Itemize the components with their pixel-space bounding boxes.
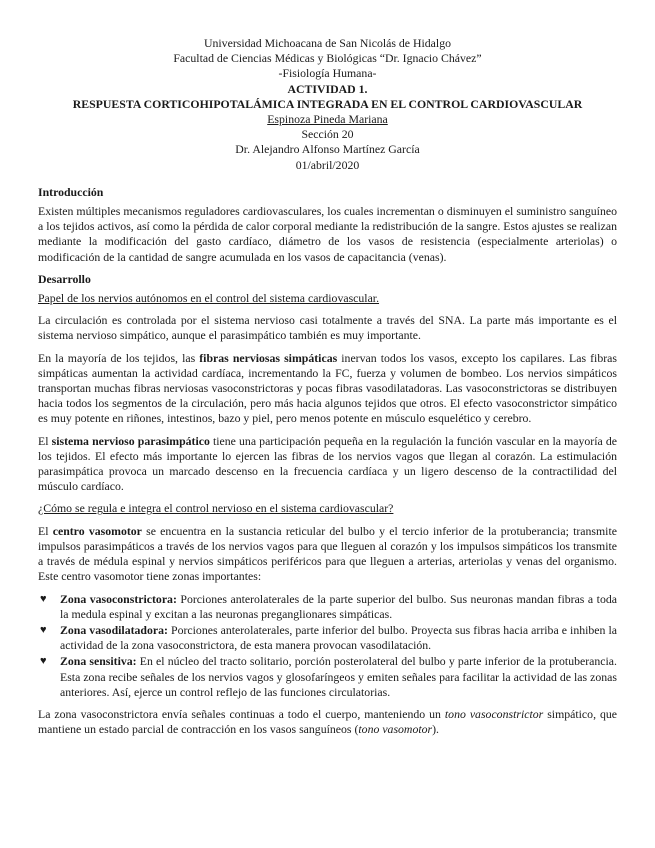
list-item-sensory-zone xyxy=(40,654,617,700)
activity-label: ACTIVIDAD 1. xyxy=(287,81,368,96)
text-segment: ). xyxy=(432,722,440,737)
paragraph-vasomotor-tone xyxy=(38,707,617,737)
paragraph-sna: La circulación es controlada por el sistema nervioso casi totalmente a través del SNA. La parte más importante es el sistema nervioso simpático, aunque el parasimpático también es muy importante. xyxy=(38,313,617,343)
zone-name: Zona sensitiva: xyxy=(60,654,137,669)
author-name: Espinoza Pineda Mariana xyxy=(267,112,388,127)
zone-description: En el núcleo del tracto solitario, porción posterolateral del bulbo y parte inferior de la protuberancia. Esta zona recibe señales de los nervios vagos y glosofaríngeos y emiten señales para facilitar la actividad de las zonas anteriores. Así, ejerce un control reflejo de las funciones circulatorias. xyxy=(60,654,617,699)
zone-description: Porciones anterolaterales, parte inferior del bulbo. Proyecta sus fibras hacia arriba e inhiben la actividad de la zona vasoconstrictora, de esta manera provocan vasodilatación. xyxy=(60,622,618,653)
bold-term-parasympathetic: sistema nervioso parasimpático xyxy=(51,433,210,448)
subheading-autonomic-nerves: Papel de los nervios autónomos en el control del sistema cardiovascular. xyxy=(38,291,380,306)
bold-term-vasomotor: centro vasomotor xyxy=(52,523,142,538)
zone-description: Porciones anterolaterales de la parte superior del bulbo. Sus neuronas mandan fibras a toda la medula espinal y excitan a las neuronas preganglionares simpáticas. xyxy=(60,591,617,621)
text-segment: se encuentra en la sustancia reticular del bulbo y el tercio inferior de la protuberancia; transmite impulsos parasimpáticos a través de los nervios vagos para que lleguen al corazón y los impulsos simpáticos los transmite a través de médula espinal y nervios simpáticos periféricos para que lleguen a arterias, arteriolas y venas del organismo. Este centro vasomotor tiene zonas importantes: xyxy=(38,523,617,584)
italic-term-vasoconstrictor-tone: tono vasoconstrictor xyxy=(444,706,544,721)
section-label: Sección 20 xyxy=(301,127,354,142)
document-title: RESPUESTA CORTICOHIPOTALÁMICA INTEGRADA EN EL CONTROL CARDIOVASCULAR xyxy=(72,96,583,111)
text-segment: tiene una participación pequeña en la regulación la función vascular en la mayoría de los tejidos. El efecto más importante lo ejercen las fibras de los nervios vagos que llegan al corazón. La estimulación parasimpática provoca un marcado descenso en la frecuencia cardíaca y un ligero descenso de la contractilidad del músculo cardíaco. xyxy=(38,433,617,494)
text-segment: El xyxy=(38,523,53,538)
heart-bullet-icon: ♥ xyxy=(40,655,47,668)
text-segment: simpático, que mantiene un estado parcial de contracción en los vasos sanguíneos ( xyxy=(38,706,618,737)
paragraph-vasomotor-center xyxy=(38,524,617,585)
heart-bullet-icon: ♥ xyxy=(40,592,47,605)
paragraph-sympathetic xyxy=(38,351,617,427)
text-segment: La zona vasoconstrictora envía señales continuas a todo el cuerpo, manteniendo un xyxy=(38,706,445,721)
zone-name: Zona vasoconstrictora: xyxy=(60,591,177,606)
intro-heading: Introducción xyxy=(38,184,104,199)
paragraph-parasympathetic xyxy=(38,434,617,495)
university-name: Universidad Michoacana de San Nicolás de Hidalgo xyxy=(203,36,451,50)
bold-term-sympathetic: fibras nerviosas simpáticas xyxy=(199,350,338,365)
teacher-name: Dr. Alejandro Alfonso Martínez García xyxy=(235,142,420,157)
subject-name: -Fisiología Humana- xyxy=(278,66,377,81)
heart-bullet-icon: ♥ xyxy=(40,623,47,636)
faculty-name: Facultad de Ciencias Médicas y Biológicas “Dr. Ignacio Chávez” xyxy=(173,51,482,66)
development-heading: Desarrollo xyxy=(38,271,91,286)
intro-paragraph: Existen múltiples mecanismos reguladores cardiovasculares, los cuales incrementan o disminuyen el suministro sanguíneo a los tejidos activos, así como la pérdida de calor corporal mediante la redistribución de la sangre. Estos ajustes se realizan mediante la modificación del gasto cardíaco, diámetro de los vasos de resistencia (especialmente arteriolas) o modificación de la cantidad de sangre acumulada en los vasos de capacitancia (venas). xyxy=(38,204,617,264)
text-segment: En la mayoría de los tejidos, las xyxy=(38,350,200,365)
subheading-nervous-control: ¿Cómo se regula e integra el control nervioso en el sistema cardiovascular? xyxy=(38,501,394,516)
zones-list xyxy=(38,592,617,700)
zone-name: Zona vasodilatadora: xyxy=(60,622,168,637)
text-segment: inervan todos los vasos, excepto los capilares. Las fibras simpáticas aumentan la actividad cardíaca, incrementando la FC, fuerza y volumen de bombeo. Los nervios simpáticos transportan muchas fibras nerviosas vasoconstrictoras y pocas fibras vasodilatadoras. Las vasoconstrictoras se distribuyen hacia todos los segmentos de la circulación, pero más hacia algunos tejidos que otros. El efecto vasoconstrictor simpático es muy potente en riñones, intestinos, bazo y piel, pero menos potente en músculo esquelético y cerebro. xyxy=(38,350,617,426)
document-header xyxy=(38,36,617,173)
list-item-vasodilator-zone xyxy=(40,622,618,653)
text-segment: El xyxy=(38,433,52,448)
italic-term-vasomotor-tone: tono vasomotor xyxy=(358,722,433,737)
document-date: 01/abril/2020 xyxy=(295,157,360,172)
list-item-vasoconstrictor-zone xyxy=(40,591,617,622)
